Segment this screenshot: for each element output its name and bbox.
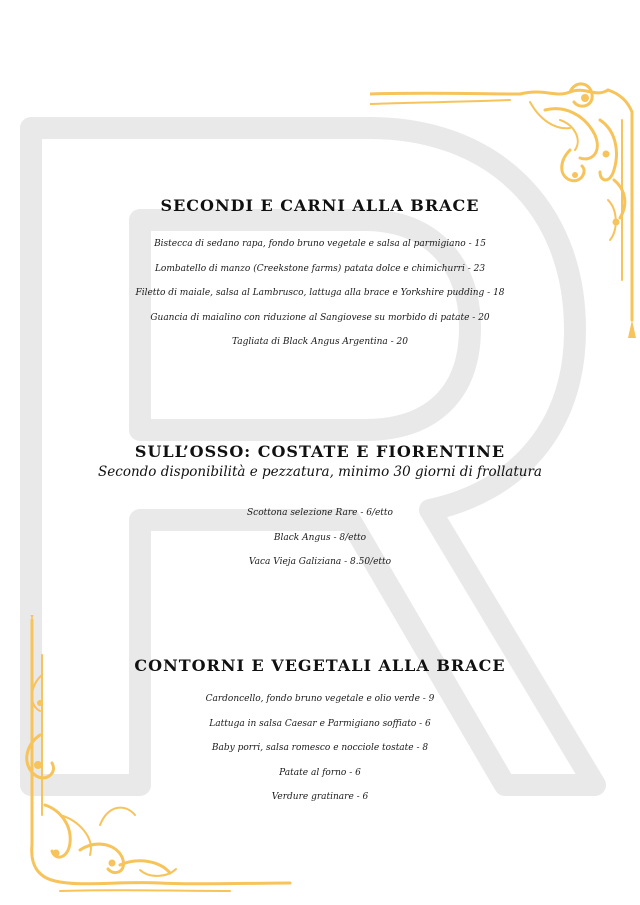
section-contorni [0, 656, 640, 810]
menu-item: Cardoncello, fondo bruno vegetale e olio verde - 9 [205, 694, 435, 704]
menu-item: Bistecca di sedano rapa, fondo bruno vegetale e salsa al parmigiano - 15 [154, 239, 486, 249]
section-sull-osso [0, 442, 640, 575]
section-title: SULL’OSSO: COSTATE E FIORENTINE [134, 442, 506, 461]
menu-item: Lombatello di manzo (Creekstone farms) patata dolce e chimichurri - 23 [154, 263, 486, 274]
menu-item: Patate al forno - 6 [279, 767, 361, 778]
menu-item-list [0, 687, 640, 810]
menu-item-list [0, 501, 640, 575]
section-title: CONTORNI E VEGETALI ALLA BRACE [134, 656, 506, 675]
menu-item: Baby porri, salsa romesco e nocciole tostate - 8 [211, 743, 429, 753]
menu-item: Lattuga in salsa Caesar e Parmigiano soffiato - 6 [209, 718, 431, 729]
menu-item: Filetto di maiale, salsa al Lambrusco, lattuga alla brace e Yorkshire pudding - 18 [135, 288, 505, 298]
section-title: SECONDI E CARNI ALLA BRACE [160, 196, 480, 215]
section-subtitle: Secondo disponibilità e pezzatura, minimo 30 giorni di frollatura [98, 464, 542, 480]
menu-item: Tagliata di Black Angus Argentina - 20 [231, 337, 408, 347]
menu-item: Verdure gratinare - 6 [271, 792, 369, 802]
menu-item-list [0, 232, 640, 355]
menu-item: Scottona selezione Rare - 6/etto [247, 508, 393, 518]
menu-item: Vaca Vieja Galiziana - 8.50/etto [248, 557, 392, 567]
menu-item: Black Angus - 8/etto [273, 532, 367, 543]
menu-item: Guancia di maialino con riduzione al Sangiovese su morbido di patate - 20 [150, 312, 490, 323]
section-secondi [0, 196, 640, 355]
